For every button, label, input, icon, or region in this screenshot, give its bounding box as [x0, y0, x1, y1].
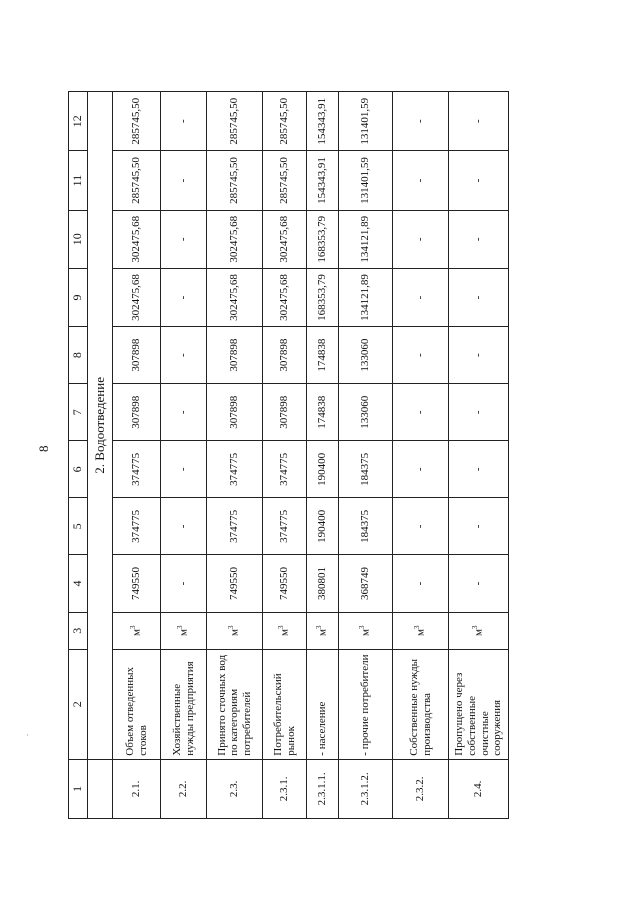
row-value: 190400 — [307, 441, 339, 498]
unit-exponent: 3 — [176, 625, 185, 629]
row-value: 285745,50 — [113, 151, 161, 210]
row-name: Принято сточных вод по категориям потребителей — [207, 649, 263, 759]
row-value: - — [449, 384, 509, 441]
row-value: 749550 — [207, 555, 263, 612]
row-value: - — [449, 555, 509, 612]
row-value: - — [161, 327, 207, 384]
column-number: 5 — [69, 498, 88, 555]
row-value: - — [449, 268, 509, 326]
row-value: - — [449, 151, 509, 210]
row-value: 307898 — [207, 327, 263, 384]
row-value: 285745,50 — [113, 92, 161, 151]
column-number: 3 — [69, 612, 88, 649]
row-value: - — [449, 327, 509, 384]
row-value: 285745,50 — [263, 92, 307, 151]
row-value: 307898 — [113, 384, 161, 441]
row-value: - — [449, 498, 509, 555]
margin-mark: · — [26, 730, 29, 740]
row-unit — [207, 612, 263, 649]
row-value: 285745,50 — [207, 151, 263, 210]
row-value: 190400 — [307, 498, 339, 555]
row-code: 2.3. — [207, 759, 263, 818]
row-value: - — [449, 210, 509, 268]
unit-exponent: 3 — [315, 625, 324, 629]
row-value: - — [393, 151, 449, 210]
column-number: 4 — [69, 555, 88, 612]
row-value: 307898 — [207, 384, 263, 441]
row-unit — [449, 612, 509, 649]
header-row — [69, 92, 88, 819]
table-row — [449, 92, 509, 819]
unit-base: м — [229, 629, 241, 636]
column-number: 8 — [69, 327, 88, 384]
unit-exponent: 3 — [358, 625, 367, 629]
table-row — [339, 92, 393, 819]
row-value: 134121,89 — [339, 210, 393, 268]
row-value: 133060 — [339, 327, 393, 384]
row-value: - — [161, 210, 207, 268]
row-name: Собственные нужды производства — [393, 649, 449, 759]
column-number: 9 — [69, 268, 88, 326]
row-name: - население — [307, 649, 339, 759]
row-code: 2.2. — [161, 759, 207, 818]
row-value: - — [393, 210, 449, 268]
row-value: - — [393, 327, 449, 384]
row-value: 154343,91 — [307, 92, 339, 151]
row-value: 302475,68 — [113, 268, 161, 326]
row-value: - — [393, 268, 449, 326]
row-code: 2.4. — [449, 759, 509, 818]
row-unit — [161, 612, 207, 649]
unit-exponent: 3 — [227, 625, 236, 629]
row-value: - — [161, 92, 207, 151]
row-value: - — [393, 555, 449, 612]
row-value: 374775 — [113, 441, 161, 498]
row-value: 133060 — [339, 384, 393, 441]
row-value: 368749 — [339, 555, 393, 612]
row-value: 307898 — [263, 327, 307, 384]
row-code: 2.1. — [113, 759, 161, 818]
row-value: 749550 — [113, 555, 161, 612]
section-spacer — [88, 759, 113, 818]
row-value: 168353,79 — [307, 210, 339, 268]
row-value: 749550 — [263, 555, 307, 612]
column-number: 6 — [69, 441, 88, 498]
unit-base: м — [317, 629, 329, 636]
row-unit — [307, 612, 339, 649]
row-name: Хозяйственные нужды предприятия — [161, 649, 207, 759]
row-value: - — [161, 441, 207, 498]
section-row — [88, 92, 113, 819]
unit-exponent: 3 — [129, 625, 138, 629]
column-number: 10 — [69, 210, 88, 268]
table-body — [113, 92, 509, 819]
table-row — [263, 92, 307, 819]
unit-exponent: 3 — [277, 625, 286, 629]
row-unit — [393, 612, 449, 649]
row-value: 374775 — [207, 441, 263, 498]
row-name: Потребительский рынок — [263, 649, 307, 759]
row-value: - — [393, 498, 449, 555]
row-value: 302475,68 — [207, 210, 263, 268]
row-value: - — [161, 498, 207, 555]
row-value: 174838 — [307, 384, 339, 441]
row-value: 374775 — [113, 498, 161, 555]
row-value: 174838 — [307, 327, 339, 384]
row-value: 285745,50 — [207, 92, 263, 151]
row-value: 374775 — [263, 441, 307, 498]
row-value: 307898 — [263, 384, 307, 441]
row-value: 285745,50 — [263, 151, 307, 210]
row-value: 302475,68 — [263, 210, 307, 268]
row-value: - — [161, 268, 207, 326]
page-number: 8 — [36, 445, 51, 452]
row-value: - — [393, 384, 449, 441]
row-value: 302475,68 — [207, 268, 263, 326]
row-value: 184375 — [339, 498, 393, 555]
column-number: 2 — [69, 649, 88, 759]
row-value: - — [393, 441, 449, 498]
unit-base: м — [473, 629, 485, 636]
row-value: 154343,91 — [307, 151, 339, 210]
row-code: 2.3.1.1. — [307, 759, 339, 818]
row-value: - — [449, 92, 509, 151]
row-unit — [113, 612, 161, 649]
unit-base: м — [279, 629, 291, 636]
table-row — [161, 92, 207, 819]
table-row — [307, 92, 339, 819]
section-title: 2. Водоотведение — [88, 92, 113, 760]
row-value: 168353,79 — [307, 268, 339, 326]
row-value: - — [161, 555, 207, 612]
row-unit — [263, 612, 307, 649]
rotated-table-container — [68, 91, 504, 819]
column-number: 7 — [69, 384, 88, 441]
row-value: 131401,59 — [339, 151, 393, 210]
unit-base: м — [178, 629, 190, 636]
row-unit — [339, 612, 393, 649]
unit-exponent: 3 — [413, 625, 422, 629]
row-code: 2.3.1. — [263, 759, 307, 818]
row-name: - прочие потребители — [339, 649, 393, 759]
row-value: - — [161, 384, 207, 441]
row-value: - — [393, 92, 449, 151]
unit-base: м — [131, 629, 143, 636]
row-value: 302475,68 — [113, 210, 161, 268]
column-number: 1 — [69, 759, 88, 818]
unit-base: м — [360, 629, 372, 636]
row-value: 131401,59 — [339, 92, 393, 151]
row-value: - — [161, 151, 207, 210]
row-value: 302475,68 — [263, 268, 307, 326]
column-number: 11 — [69, 151, 88, 210]
row-value: 184375 — [339, 441, 393, 498]
water-disposal-table — [68, 91, 509, 819]
unit-exponent: 3 — [471, 625, 480, 629]
row-value: 380801 — [307, 555, 339, 612]
unit-base: м — [415, 629, 427, 636]
row-name: Объем отведенных стоков — [113, 649, 161, 759]
row-value: 374775 — [263, 498, 307, 555]
column-number: 12 — [69, 92, 88, 151]
table-row — [393, 92, 449, 819]
row-name: Пропущено через собственные очистные сооружения — [449, 649, 509, 759]
table-row — [207, 92, 263, 819]
row-code: 2.3.1.2. — [339, 759, 393, 818]
row-value: 307898 — [113, 327, 161, 384]
row-value: 374775 — [207, 498, 263, 555]
row-value: - — [449, 441, 509, 498]
table-row — [113, 92, 161, 819]
row-value: 134121,89 — [339, 268, 393, 326]
row-code: 2.3.2. — [393, 759, 449, 818]
